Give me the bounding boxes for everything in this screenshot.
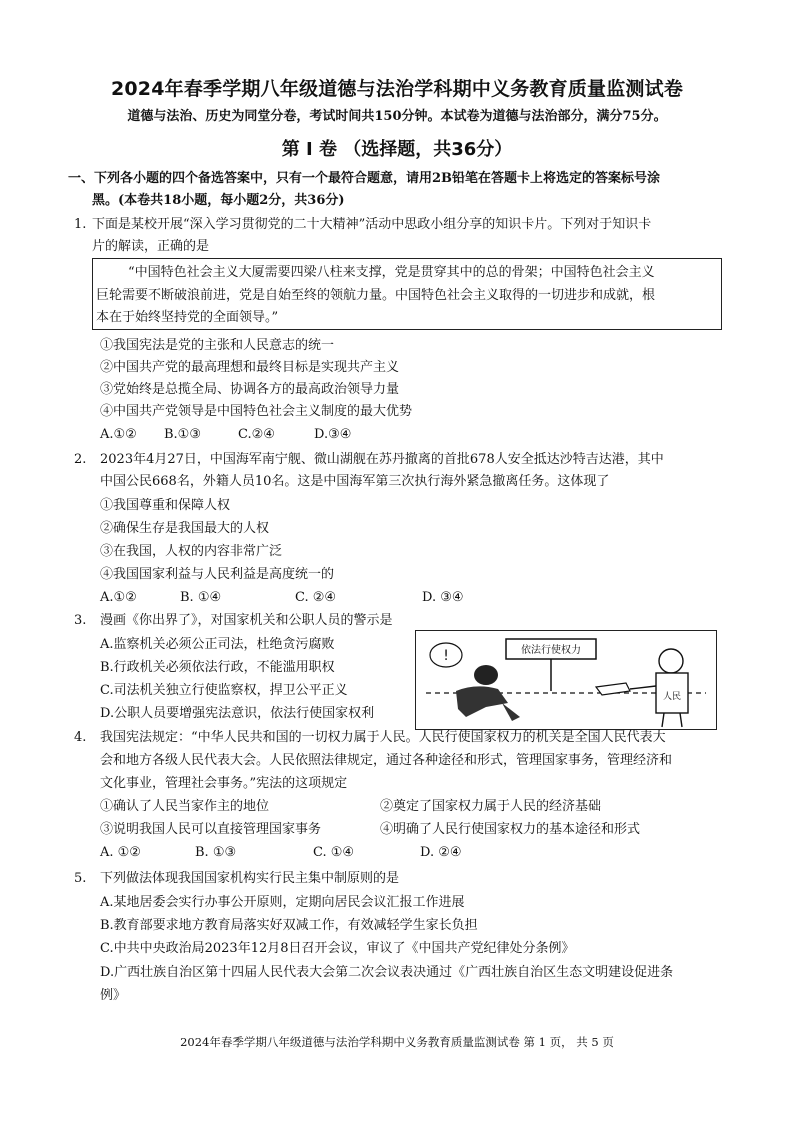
instructions-line-2: 黑。(本卷共18小题，每小题2分，共36分) bbox=[92, 193, 345, 208]
statement: ③在我国，人权的内容非常广泛 bbox=[100, 544, 283, 559]
question-stem: 我国宪法规定：“中华人民共和国的一切权力属于人民。人民行使国家权力的机关是全国人民代表大 bbox=[100, 730, 666, 745]
cartoon-drawing bbox=[416, 631, 716, 729]
question-stem: 下列做法体现我国国家机构实行民主集中制原则的是 bbox=[100, 871, 400, 886]
option-d[interactable]: D.广西壮族自治区第十四届人民代表大会第二次会议表决通过《广西壮族自治区生态文明建设促进条 bbox=[100, 965, 674, 980]
statement: ④中国共产党领导是中国特色社会主义制度的最大优势 bbox=[100, 404, 413, 419]
question-stem: 中国公民668名，外籍人员10名。这是中国海军第三次执行海外紧急撤离任务。这体现了 bbox=[100, 474, 610, 489]
option-a[interactable]: A.监察机关必须公正司法，杜绝贪污腐败 bbox=[100, 637, 335, 652]
option-a[interactable]: A.①② bbox=[100, 427, 137, 442]
exam-title: 2024年春季学期八年级道德与法治学科期中义务教育质量监测试卷 bbox=[110, 78, 684, 100]
question-number: 1. bbox=[74, 217, 87, 232]
statement: ③说明我国人民可以直接管理国家事务 bbox=[100, 822, 322, 837]
option-d[interactable]: D.公职人员要增强宪法意识，依法行使国家权利 bbox=[100, 706, 375, 721]
statement: ①确认了人民当家作主的地位 bbox=[100, 799, 270, 814]
option-d[interactable]: D. ③④ bbox=[422, 590, 464, 605]
statement: ④我国国家利益与人民利益是高度统一的 bbox=[100, 567, 335, 582]
question-number: 3. bbox=[74, 613, 87, 628]
statement: ①我国尊重和保障人权 bbox=[100, 498, 231, 513]
statement: ②确保生存是我国最大的人权 bbox=[100, 521, 270, 536]
svg-text:人民: 人民 bbox=[662, 692, 682, 702]
question-stem: 片的解读，正确的是 bbox=[92, 239, 210, 254]
option-a[interactable]: A.某地居委会实行办事公开原则，定期向居民会议汇报工作进展 bbox=[100, 895, 465, 910]
statement: ④明确了人民行使国家权力的基本途径和形式 bbox=[380, 822, 641, 837]
question-number: 2. bbox=[74, 452, 87, 467]
exam-subtitle: 道德与法治、历史为同堂分卷，考试时间共150分钟。本试卷为道德与法治部分，满分75分。 bbox=[127, 109, 667, 124]
cartoon-illustration bbox=[415, 630, 717, 730]
option-c[interactable]: C.中共中央政治局2023年12月8日召开会议，审议了《中国共产党纪律处分条例》 bbox=[100, 941, 575, 956]
instructions-line-1: 一、下列各小题的四个备选答案中，只有一个最符合题意，请用2B铅笔在答题卡上将选定的答案标号涂 bbox=[68, 171, 661, 186]
question-number: 5. bbox=[74, 871, 87, 886]
statement: ②中国共产党的最高理想和最终目标是实现共产主义 bbox=[100, 360, 400, 375]
option-c[interactable]: C. ①④ bbox=[313, 845, 355, 860]
option-a[interactable]: A.①② bbox=[100, 590, 137, 605]
question-stem: 下面是某校开展“深入学习贯彻党的二十大精神”活动中思政小组分享的知识卡片。下列对于知识卡 bbox=[92, 217, 652, 232]
option-b[interactable]: B. ①④ bbox=[180, 590, 222, 605]
statement: ①我国宪法是党的主张和人民意志的统一 bbox=[100, 338, 335, 353]
option-d[interactable]: D.③④ bbox=[314, 427, 352, 442]
option-b[interactable]: B.教育部要求地方教育局落实好双减工作，有效减轻学生家长负担 bbox=[100, 918, 478, 933]
statement: ③党始终是总揽全局、协调各方的最高政治领导力量 bbox=[100, 382, 400, 397]
question-number: 4. bbox=[74, 730, 87, 745]
option-c[interactable]: C. ②④ bbox=[295, 590, 337, 605]
option-b[interactable]: B.行政机关必须依法行政，不能滥用职权 bbox=[100, 660, 335, 675]
page-footer: 2024年春季学期八年级道德与法治学科期中义务教育质量监测试卷 第 1 页， 共 5 页 bbox=[180, 1035, 614, 1049]
section-title: 第 I 卷 （选择题，共36分） bbox=[281, 139, 513, 160]
question-stem: 漫画《你出界了》，对国家机关和公职人员的警示是 bbox=[100, 613, 393, 628]
statement: ②奠定了国家权力属于人民的经济基础 bbox=[380, 799, 602, 814]
option-a[interactable]: A. ①② bbox=[100, 845, 141, 860]
question-stem: 会和地方各级人民代表大会。人民依照法律规定，通过各种途径和形式，管理国家事务，管理经济和 bbox=[100, 753, 673, 768]
option-c[interactable]: C.②④ bbox=[238, 427, 275, 442]
option-d-continued: 例》 bbox=[100, 988, 127, 1003]
option-d[interactable]: D. ②④ bbox=[420, 845, 462, 860]
question-stem: 2023年4月27日，中国海军南宁舰、微山湖舰在苏丹撤离的首批678人安全抵达沙特吉达港，其中 bbox=[100, 452, 664, 467]
quote-text: 巨轮需要不断破浪前进，党是自始至终的领航力量。中国特色社会主义取得的一切进步和成就，根 bbox=[96, 288, 656, 303]
option-c[interactable]: C.司法机关独立行使监察权，捍卫公平正义 bbox=[100, 683, 348, 698]
cartoon-sign: 依法行使权力 bbox=[521, 645, 581, 656]
option-b[interactable]: B. ①③ bbox=[195, 845, 237, 860]
question-stem: 文化事业，管理社会事务。”宪法的这项规定 bbox=[100, 776, 348, 791]
quote-text: “中国特色社会主义大厦需要四梁八柱来支撑，党是贯穿其中的总的骨架；中国特色社会主义 bbox=[128, 265, 655, 280]
quote-text: 本在于始终坚持党的全面领导。” bbox=[96, 310, 279, 325]
option-b[interactable]: B.①③ bbox=[164, 427, 201, 442]
svg-text:!: ! bbox=[443, 648, 449, 664]
